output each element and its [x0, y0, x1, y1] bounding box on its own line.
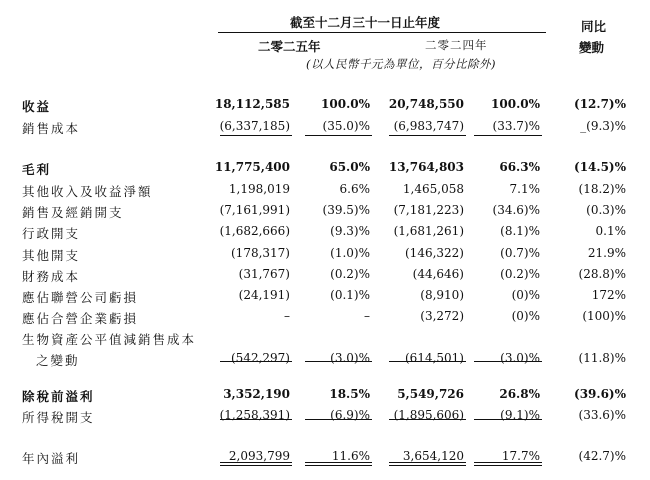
percent-2025: (39.5)% [322, 203, 370, 217]
value-2024: (7,181,223) [393, 203, 464, 217]
percent-2024: (34.6)% [492, 203, 540, 217]
yoy-change: (39.6)% [574, 387, 626, 401]
row-label: 行政開支 [22, 226, 81, 241]
period-header: 截至十二月三十一日止年度 [290, 15, 441, 30]
value-2024: (146,322) [405, 246, 464, 260]
row-label: 應佔聯營公司虧損 [22, 290, 139, 305]
row-label: 其他開支 [22, 248, 81, 263]
percent-2024: (8.1)% [500, 224, 540, 238]
value-2024: 5,549,726 [397, 387, 464, 401]
percent-2025: (9.3)% [330, 224, 370, 238]
percent-2024: (0)% [511, 288, 540, 302]
row-label: 其他收入及收益淨額 [22, 184, 153, 199]
row-label: 應佔合營企業虧損 [22, 311, 139, 326]
yoy-change: (28.8)% [578, 267, 626, 281]
yoy-change: _(9.3)% [580, 119, 626, 133]
percent-2024: (9.1)% [500, 408, 540, 422]
value-2025: 11,775,400 [214, 160, 290, 174]
value-2024: 1,465,058 [402, 182, 464, 196]
biological-assets-underline-c4 [474, 361, 542, 362]
period-header-rule [218, 32, 546, 33]
value-2024: (44,646) [412, 267, 464, 281]
percent-2024: 26.8% [499, 387, 540, 401]
yoy-change: (18.2)% [578, 182, 626, 196]
percent-2025: (3.0)% [330, 351, 370, 365]
percent-2025: – [364, 309, 370, 323]
income-tax-underline-c2 [305, 419, 372, 420]
percent-2025: 6.6% [339, 182, 370, 196]
value-2025: (7,161,991) [219, 203, 290, 217]
percent-2024: (0)% [511, 309, 540, 323]
percent-2025: (1.0)% [330, 246, 370, 260]
percent-2024: (0.2)% [500, 267, 540, 281]
unit-note: (以人民幣千元為單位，百分比除外) [306, 57, 496, 71]
income-tax-underline-c1 [220, 419, 292, 420]
value-2025: (6,337,185) [219, 119, 290, 133]
income-tax-underline-c4 [474, 419, 542, 420]
percent-2024: 100.0% [491, 97, 540, 111]
row-label: 生物資產公平值減銷售成本 [22, 332, 197, 347]
value-2024: (614,501) [405, 351, 464, 365]
percent-2024: 66.3% [499, 160, 540, 174]
value-2025: (24,191) [238, 288, 290, 302]
year-2024-header: 二零二四年 [425, 38, 488, 52]
value-2024: 13,764,803 [388, 160, 464, 174]
value-2024: (8,910) [420, 288, 464, 302]
row-label: 年內溢利 [22, 451, 81, 466]
yoy-change: (12.7)% [574, 97, 626, 111]
value-2025: 2,093,799 [228, 449, 290, 463]
value-2025: (178,317) [231, 246, 290, 260]
row-label: 所得稅開支 [22, 410, 95, 425]
value-2024: (3,272) [420, 309, 464, 323]
percent-2025: 11.6% [331, 449, 370, 463]
percent-2025: 65.0% [329, 160, 370, 174]
percent-2025: (0.1)% [330, 288, 370, 302]
cost-of-sales-underline-c3 [389, 135, 466, 136]
value-2025: 3,352,190 [223, 387, 290, 401]
value-2025: – [284, 309, 290, 323]
value-2025: (1,258,391) [219, 408, 290, 422]
yoy-change: (33.6)% [578, 408, 626, 422]
value-2024: (6,983,747) [393, 119, 464, 133]
value-2025: (1,682,666) [219, 224, 290, 238]
percent-2024: (3.0)% [500, 351, 540, 365]
cost-of-sales-underline-c4 [474, 135, 542, 136]
percent-2024: 17.7% [501, 449, 540, 463]
profit-double-underline-c2 [305, 462, 372, 466]
yoy-header-line1: 同比 [581, 19, 607, 34]
row-label: 之變動 [36, 353, 80, 368]
yoy-change: (100)% [582, 309, 626, 323]
yoy-change: (0.3)% [586, 203, 626, 217]
biological-assets-underline-c1 [220, 361, 292, 362]
cost-of-sales-underline-c1 [220, 135, 292, 136]
row-label: 除稅前溢利 [22, 389, 95, 404]
yoy-change: (14.5)% [574, 160, 626, 174]
value-2024: (1,895,606) [393, 408, 464, 422]
yoy-change: (11.8)% [578, 351, 626, 365]
percent-2025: 100.0% [321, 97, 370, 111]
yoy-change: 0.1% [595, 224, 626, 238]
biological-assets-underline-c2 [305, 361, 372, 362]
percent-2024: (33.7)% [492, 119, 540, 133]
value-2024: 20,748,550 [388, 97, 464, 111]
year-2025-header: 二零二五年 [258, 39, 321, 54]
row-label: 銷售及經銷開支 [22, 205, 124, 220]
percent-2025: (35.0)% [322, 119, 370, 133]
value-2025: (542,297) [231, 351, 290, 365]
income-tax-underline-c3 [389, 419, 466, 420]
profit-double-underline-c3 [389, 462, 466, 466]
value-2024: (1,681,261) [393, 224, 464, 238]
value-2024: 3,654,120 [402, 449, 464, 463]
percent-2025: (0.2)% [330, 267, 370, 281]
percent-2025: (6.9)% [330, 408, 370, 422]
row-label: 收益 [22, 99, 52, 114]
row-label: 銷售成本 [22, 121, 81, 136]
yoy-change: 172% [591, 288, 626, 302]
yoy-change: 21.9% [587, 246, 626, 260]
value-2025: 1,198,019 [228, 182, 290, 196]
percent-2024: (0.7)% [500, 246, 540, 260]
cost-of-sales-underline-c2 [305, 135, 372, 136]
profit-double-underline-c1 [220, 462, 292, 466]
value-2025: 18,112,585 [214, 97, 290, 111]
percent-2025: 18.5% [329, 387, 370, 401]
row-label: 毛利 [22, 162, 52, 177]
yoy-change: (42.7)% [578, 449, 626, 463]
yoy-header-line2: 變動 [579, 40, 605, 55]
value-2025: (31,767) [238, 267, 290, 281]
row-label: 財務成本 [22, 269, 81, 284]
profit-double-underline-c4 [474, 462, 542, 466]
percent-2024: 7.1% [509, 182, 540, 196]
biological-assets-underline-c3 [389, 361, 466, 362]
